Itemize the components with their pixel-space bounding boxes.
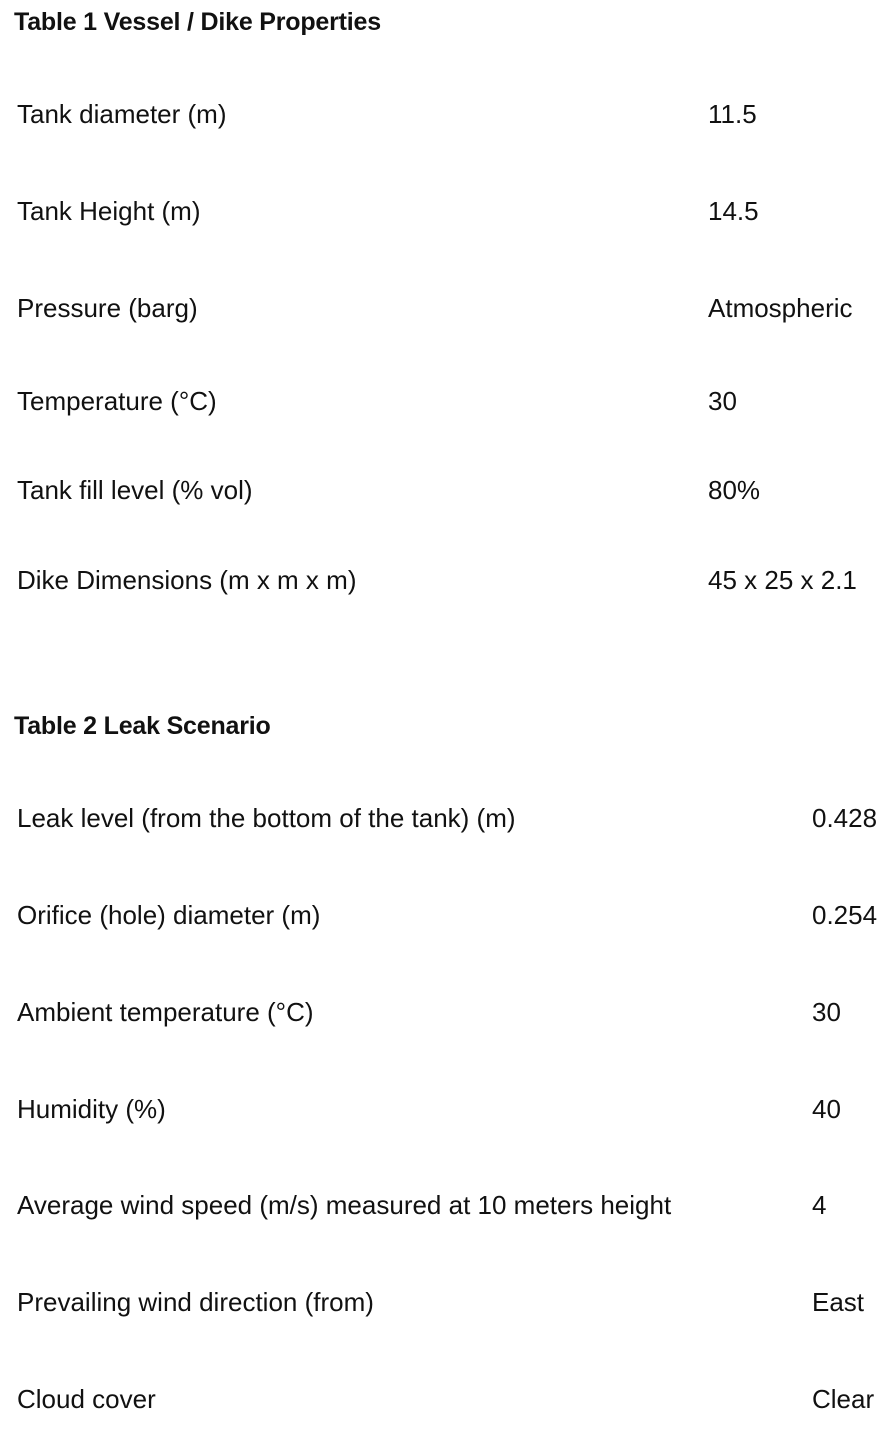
table2-row-wind-speed xyxy=(0,1185,892,1225)
table2-row-orifice-diameter xyxy=(0,895,892,935)
row-value: 14.5 xyxy=(708,196,759,226)
table1-row-tank-diameter xyxy=(0,94,892,134)
row-value: 0.428 xyxy=(812,803,878,833)
row-label: Humidity (%) xyxy=(17,1094,166,1124)
row-value: 45 x 25 x 2.1 xyxy=(708,565,857,595)
row-value: 4 xyxy=(812,1190,827,1220)
row-value: Atmospheric xyxy=(708,293,853,323)
row-value: 11.5 xyxy=(708,99,757,129)
row-label: Temperature (°C) xyxy=(17,386,217,416)
row-value: 40 xyxy=(812,1094,841,1124)
table2-row-humidity xyxy=(0,1089,892,1129)
table2-row-cloud-cover xyxy=(0,1379,892,1419)
table1-row-tank-height xyxy=(0,191,892,231)
row-value: East xyxy=(812,1287,865,1317)
row-label: Tank diameter (m) xyxy=(17,99,227,129)
row-label: Tank fill level (% vol) xyxy=(17,475,253,505)
row-value: Clear xyxy=(812,1384,875,1414)
table1-row-dike-dimensions xyxy=(0,560,892,600)
row-label: Ambient temperature (°C) xyxy=(17,997,314,1027)
row-value: 0.254 xyxy=(812,900,878,930)
table1-title: Table 1 Vessel / Dike Properties xyxy=(14,8,381,36)
table2-row-wind-direction xyxy=(0,1282,892,1322)
table1-row-pressure xyxy=(0,288,892,328)
row-label: Prevailing wind direction (from) xyxy=(17,1287,374,1317)
table1-row-temperature xyxy=(0,381,892,421)
row-label: Orifice (hole) diameter (m) xyxy=(17,900,321,930)
row-label: Tank Height (m) xyxy=(17,196,201,226)
table2-title: Table 2 Leak Scenario xyxy=(14,712,271,740)
row-value: 30 xyxy=(708,386,737,416)
table2-row-leak-level xyxy=(0,798,892,838)
row-label: Leak level (from the bottom of the tank) (m) xyxy=(17,803,516,833)
row-label: Pressure (barg) xyxy=(17,293,198,323)
row-value: 80% xyxy=(708,475,761,505)
row-value: 30 xyxy=(812,997,841,1027)
row-label: Dike Dimensions (m x m x m) xyxy=(17,565,357,595)
row-label: Cloud cover xyxy=(17,1384,156,1414)
table2-row-ambient-temperature xyxy=(0,992,892,1032)
row-label: Average wind speed (m/s) measured at 10 meters height xyxy=(17,1190,672,1220)
table1-row-fill-level xyxy=(0,470,892,510)
